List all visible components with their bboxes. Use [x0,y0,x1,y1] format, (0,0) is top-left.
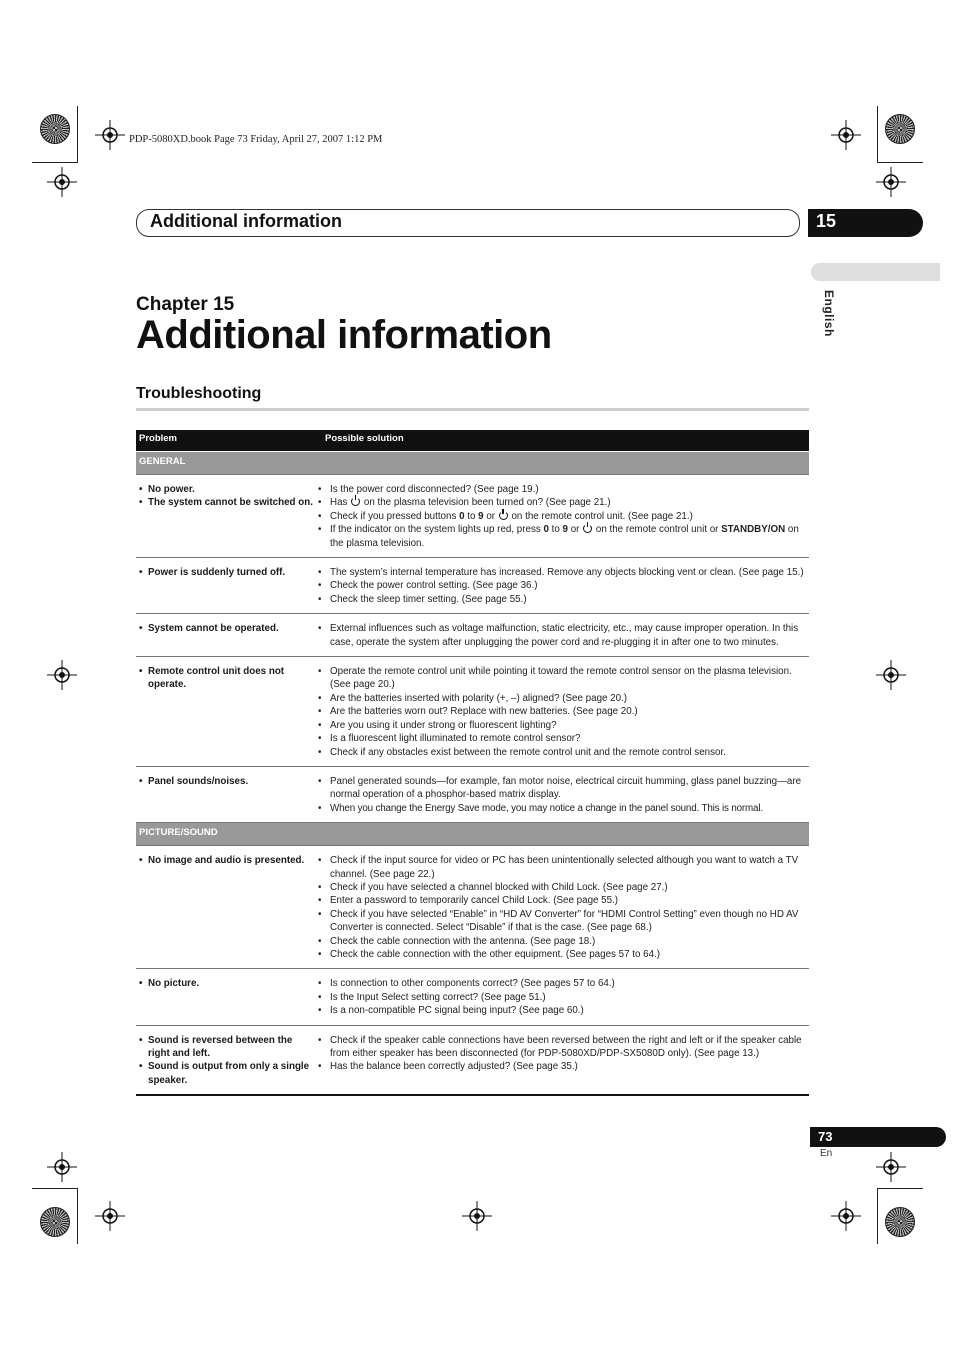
solution-cell [314,977,809,1017]
registration-mark-icon [95,1201,125,1231]
registration-mark-icon [831,120,861,150]
solution-item: • Check the cable connection with the other equipment. (See pages 57 to 64.) [318,948,809,961]
registration-mark-icon [831,1201,861,1231]
table-row [136,613,809,656]
solution-item: • Check if you have selected “Enable” in “HD AV Converter” for “HDMI Control Setting” even though no HD AV Converter is connected. Select “Disable” if that is the case. (See page 68.) [318,908,809,935]
solution-cell [314,1034,809,1088]
table-row [136,474,809,557]
table-row [136,656,809,766]
solution-item: • Is a fluorescent light illuminated to remote control sensor? [318,732,809,745]
color-wheel-mark-bottom-right [885,1207,915,1237]
solution-item: • Is connection to other components correct? (See pages 57 to 64.) [318,977,809,990]
problem-item: • Sound is reversed between the right and left. [139,1034,314,1061]
registration-mark-icon [876,660,906,690]
table-row [136,766,809,822]
solution-item: • Check if the input source for video or PC has been unintentionally selected although you want to watch a TV channel. (See page 22.) [318,854,809,881]
solution-item: • Check the sleep timer setting. (See page 55.) [318,593,809,606]
crop-line [77,1188,78,1244]
column-header-problem: Problem [139,433,178,444]
crop-line [32,162,78,163]
table-row [136,968,809,1024]
solution-item: • External influences such as voltage malfunction, static electricity, etc., may cause improper operation. In this case, operate the system after unplugging the power cord and re-plugging it in after one to two minutes. [318,622,809,649]
registration-mark-icon [462,1201,492,1231]
problem-item: • No image and audio is presented. [139,854,314,867]
problem-cell [136,775,314,815]
solution-item: • Are the batteries inserted with polarity (+, –) aligned? (See page 20.) [318,692,809,705]
solution-item: • Has the balance been correctly adjusted? (See page 35.) [318,1060,809,1073]
footer-language: En [820,1148,833,1159]
solution-cell [314,622,809,649]
crop-line [877,162,923,163]
problem-item: • No power. [139,483,314,496]
registration-mark-icon [876,1152,906,1182]
solution-item: • Is the Input Select setting correct? (See page 51.) [318,991,809,1004]
crop-line [877,106,878,162]
solution-item: • Enter a password to temporarily cancel Child Lock. (See page 55.) [318,894,809,907]
table-bottom-rule [136,1094,809,1096]
section-title: Troubleshooting [136,385,262,402]
column-header-solution: Possible solution [325,433,404,444]
chapter-label: Chapter 15 [136,294,235,315]
problem-item: • Sound is output from only a single speaker. [139,1060,314,1087]
solution-item: • The system’s internal temperature has increased. Remove any objects blocking vent or clean. (See page 15.) [318,566,809,579]
category-row-picture-sound [136,822,809,845]
problem-cell [136,483,314,550]
problem-cell [136,566,314,606]
power-icon [583,524,592,533]
category-label: GENERAL [139,456,186,467]
category-row-general [136,451,809,474]
power-icon [499,511,508,520]
solution-item: • Panel generated sounds—for example, fan motor noise, electrical circuit humming, glass panel buzzing—are normal operation of a phosphor-based matrix display. [318,775,809,802]
solution-item: • Check if you have selected a channel blocked with Child Lock. (See page 27.) [318,881,809,894]
header-chapter-number: 15 [816,211,837,231]
book-slug-line: PDP-5080XD.book Page 73 Friday, April 27, 2007 1:12 PM [129,134,383,145]
solution-item: • Has on the plasma television been turned on? (See page 21.) [318,496,809,509]
solution-item: • When you change the Energy Save mode, you may notice a change in the panel sound. This is normal. [318,802,809,815]
solution-item: • Check the power control setting. (See page 36.) [318,579,809,592]
problem-item: • No picture. [139,977,314,990]
problem-cell [136,854,314,961]
problem-item: • System cannot be operated. [139,622,314,635]
solution-item: • Is the power cord disconnected? (See page 19.) [318,483,809,496]
solution-cell [314,665,809,759]
crop-line [877,1188,878,1244]
registration-mark-icon [47,167,77,197]
table-header [136,430,809,451]
solution-cell [314,854,809,961]
solution-cell [314,775,809,815]
problem-item: • Panel sounds/noises. [139,775,314,788]
problem-cell [136,665,314,759]
power-icon [351,497,360,506]
language-label: English [822,290,836,337]
table-row [136,845,809,968]
crop-line [877,1188,923,1189]
category-label: PICTURE/SOUND [139,827,218,839]
problem-cell [136,622,314,649]
color-wheel-mark-top-right [885,114,915,144]
solution-item: • Check the cable connection with the antenna. (See page 18.) [318,935,809,948]
table-row [136,1025,809,1095]
solution-item: • Operate the remote control unit while pointing it toward the remote control sensor on the plasma television. (See page 20.) [318,665,809,692]
problem-item: • Power is suddenly turned off. [139,566,314,579]
solution-item: • Is a non-compatible PC signal being input? (See page 60.) [318,1004,809,1017]
problem-item: • The system cannot be switched on. [139,496,314,509]
color-wheel-mark-bottom-left [40,1207,70,1237]
crop-line [32,1188,78,1189]
solution-cell [314,566,809,606]
registration-mark-icon [47,660,77,690]
registration-mark-icon [876,167,906,197]
solution-item: • Are the batteries worn out? Replace with new batteries. (See page 20.) [318,705,809,718]
problem-cell [136,1034,314,1088]
solution-item: • Check if any obstacles exist between the remote control unit and the remote control sensor. [318,746,809,759]
troubleshooting-table [136,430,809,1096]
table-row [136,557,809,613]
language-tab [811,263,940,281]
problem-item: • Remote control unit does not operate. [139,665,314,692]
page-title: Additional information [136,313,552,357]
header-title: Additional information [150,211,342,231]
solution-item: • Check if you pressed buttons 0 to 9 or on the remote control unit. (See page 21.) [318,510,809,523]
section-rule [136,408,809,411]
page-number: 73 [818,1129,833,1144]
registration-mark-icon [95,120,125,150]
color-wheel-mark-top-left [40,114,70,144]
problem-cell [136,977,314,1017]
solution-item: • Check if the speaker cable connections have been reversed between the right and left or if the speaker cable from either speaker has been disconnected (for PDP-5080XD/PDP-SX5080D only). (See page 13.) [318,1034,809,1061]
solution-item: • Are you using it under strong or fluorescent lighting? [318,719,809,732]
solution-item: • If the indicator on the system lights up red, press 0 to 9 or on the remote control unit or STANDBY/ON on the plasma television. [318,523,809,550]
crop-line [77,106,78,162]
solution-cell [314,483,809,550]
registration-mark-icon [47,1152,77,1182]
